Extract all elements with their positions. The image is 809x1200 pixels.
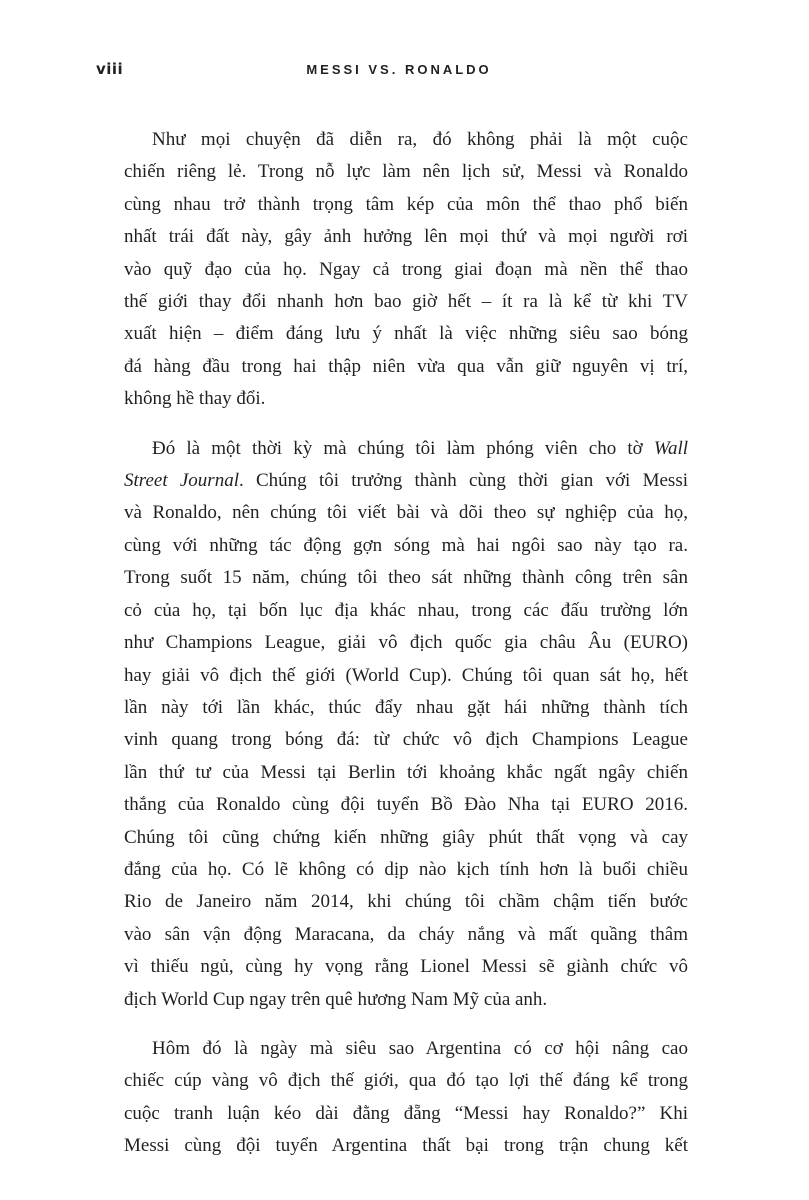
text-line: vào sân vận động Maracana, da cháy nắng và mất quầng thâm: [124, 923, 688, 945]
running-head: [96, 60, 702, 84]
text-line: lần thứ tư của Messi tại Berlin tới khoảng khắc ngất ngây chiến: [124, 761, 688, 783]
paragraph-3: [124, 1033, 688, 1163]
body-text: [124, 124, 688, 1180]
text-run: . Chúng tôi trưởng thành cùng thời gian với Messi: [238, 470, 688, 492]
text-line: nhất trái đất này, gây ảnh hưởng lên mọi thứ và mọi người rơi: [124, 226, 688, 248]
text-line: Messi cùng đội tuyển Argentina thất bại trong trận chung kết: [124, 1135, 688, 1157]
paragraph-2: [124, 433, 688, 1016]
text-line: cùng với những tác động gợn sóng mà hai ngôi sao này tạo ra.: [124, 534, 688, 556]
text-line: chiến riêng lẻ. Trong nỗ lực làm nên lịch sử, Messi và Ronaldo: [124, 161, 688, 183]
text-line: Rio de Janeiro năm 2014, khi chúng tôi chầm chậm tiến bước: [124, 891, 688, 913]
text-line: thế giới thay đổi nhanh hơn bao giờ hết – ít ra là kể từ khi TV: [124, 291, 688, 313]
paragraph-1: [124, 124, 688, 416]
text-line: và Ronaldo, nên chúng tôi viết bài và dõi theo sự nghiệp của họ,: [124, 502, 688, 524]
text-line: [124, 465, 688, 497]
text-line: cỏ của họ, tại bốn lục địa khác nhau, trong các đấu trường lớn: [124, 599, 688, 621]
text-line: vinh quang trong bóng đá: từ chức vô địch Champions League: [124, 729, 688, 751]
text-line: [124, 433, 688, 465]
publication-title: Street Journal: [124, 470, 239, 492]
text-line: thắng của Ronaldo cùng đội tuyển Bồ Đào Nha tại EURO 2016.: [124, 794, 688, 816]
text-line: cùng nhau trở thành trọng tâm kép của môn thể thao phổ biến: [124, 193, 688, 215]
text-line: Hôm đó là ngày mà siêu sao Argentina có cơ hội nâng cao: [152, 1037, 688, 1059]
text-line: địch World Cup ngay trên quê hương Nam Mỹ của anh.: [124, 988, 548, 1010]
text-line: Trong suốt 15 năm, chúng tôi theo sát những thành công trên sân: [124, 567, 688, 589]
text-line: vì thiếu ngủ, cùng hy vọng rằng Lionel Messi sẽ giành chức vô: [124, 956, 688, 978]
text-line: đá hàng đầu trong hai thập niên vừa qua vẫn giữ nguyên vị trí,: [124, 355, 688, 377]
text-line: đắng của họ. Có lẽ không có dịp nào kịch tính hơn là buổi chiều: [124, 858, 688, 880]
text-line: chiếc cúp vàng vô địch thế giới, qua đó tạo lợi thế đáng kể trong: [124, 1070, 688, 1092]
page-number: viii: [96, 60, 124, 78]
text-line: vào quỹ đạo của họ. Ngay cả trong giai đoạn mà nền thể thao: [124, 258, 688, 280]
text-line: xuất hiện – điểm đáng lưu ý nhất là việc những siêu sao bóng: [124, 323, 688, 345]
text-line: cuộc tranh luận kéo dài đằng đẵng “Messi hay Ronaldo?” Khi: [124, 1102, 688, 1124]
text-line: lần này tới lần khác, thúc đẩy nhau gặt hái những thành tích: [124, 696, 688, 718]
book-title: MESSI VS. RONALDO: [306, 62, 492, 77]
text-line: Như mọi chuyện đã diễn ra, đó không phải là một cuộc: [152, 129, 688, 150]
text-run: Đó là một thời kỳ mà chúng tôi làm phóng viên cho tờ: [152, 437, 654, 459]
text-line: không hề thay đổi.: [124, 388, 266, 410]
text-line: như Champions League, giải vô địch quốc gia châu Âu (EURO): [124, 632, 688, 654]
text-line: Chúng tôi cũng chứng kiến những giây phút thất vọng và cay: [124, 826, 688, 848]
publication-title: Wall: [653, 437, 688, 459]
text-line: hay giải vô địch thế giới (World Cup). Chúng tôi quan sát họ, hết: [124, 664, 688, 686]
